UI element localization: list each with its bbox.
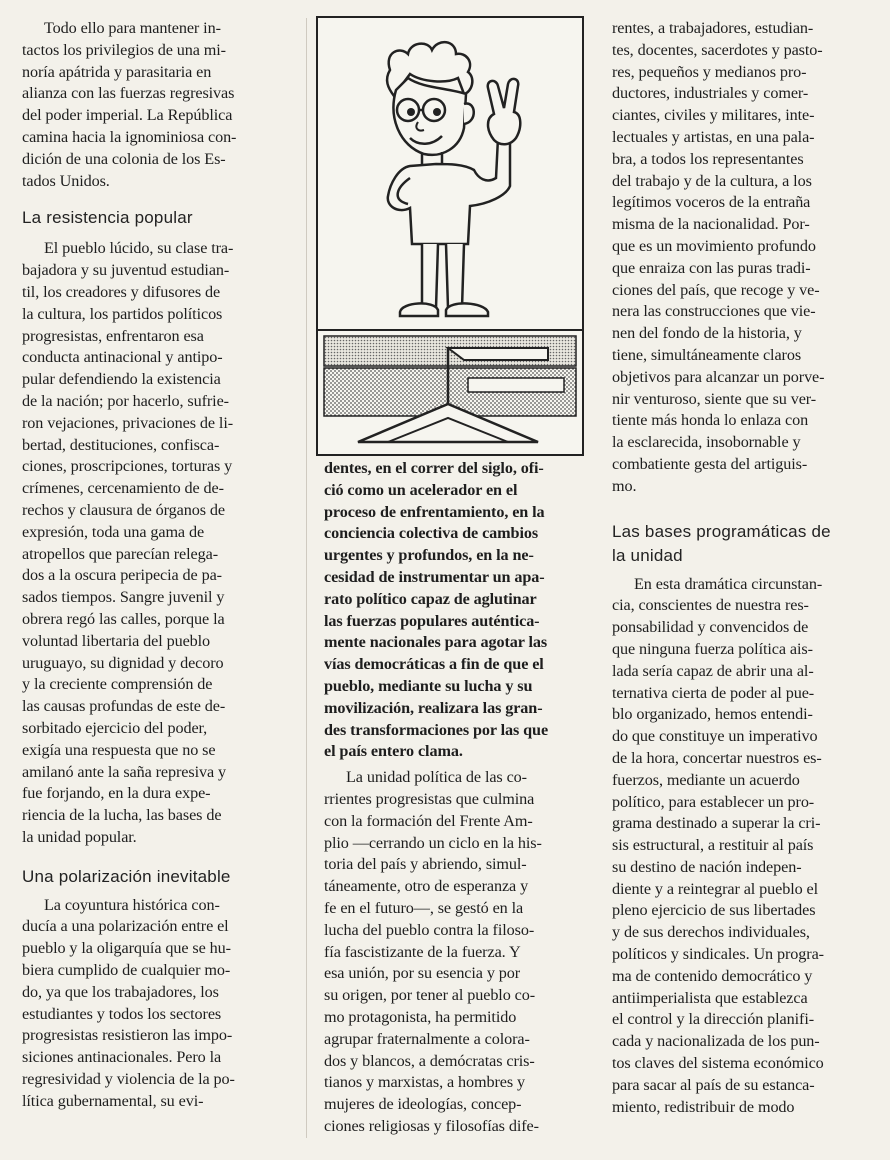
text-line: misma de la nacionalidad. Por- (612, 215, 810, 234)
text-line: de la hora, concertar nuestros es- (612, 748, 822, 767)
text-line: y de sus derechos individuales, (612, 923, 810, 942)
text-line: que ninguna fuerza política ais- (612, 639, 813, 658)
text-line: amilanó ante la saña represiva y (22, 762, 226, 781)
text-line: ma de contenido democrático y (612, 966, 813, 985)
text-line: pueblo y la oligarquía que se hu- (22, 939, 231, 958)
paragraph (22, 238, 288, 848)
text-line: nera las construcciones que vie- (612, 302, 816, 321)
text-line: nir venturoso, siente que su ver- (612, 389, 817, 408)
text-line: y la creciente comprensión de (22, 675, 213, 694)
cartoon-illustration (316, 16, 584, 456)
text-line: lítica gubernamental, su evi- (22, 1091, 204, 1110)
text-line: mujeres de ideologías, concep- (324, 1095, 522, 1114)
text-line: tiente más honda lo enlaza con (612, 411, 809, 430)
text-line: combatiente gesta del artiguis- (612, 454, 808, 473)
text-line: atropellos que parecían relega- (22, 544, 218, 563)
text-line: legítimos voceros de la entraña (612, 193, 811, 212)
text-line: tos claves del sistema económico (612, 1054, 824, 1073)
text-line: político, para establecer un pro- (612, 792, 815, 811)
text-line: las fuerzas populares auténtica- (324, 611, 540, 630)
text-line: El pueblo lúcido, su clase tra- (44, 239, 234, 258)
text-line: su origen, por tener al pueblo co- (324, 986, 536, 1005)
text-line: bajadora y su juventud estudian- (22, 261, 230, 280)
text-line: mente nacionales para agotar las (324, 633, 548, 652)
text-line: antiimperialista que establezca (612, 988, 808, 1007)
text-line: exigía una respuesta que no se (22, 740, 216, 759)
text-line: noría apátrida y parasitaria en (22, 62, 212, 81)
text-line: En esta dramática circunstan- (634, 574, 823, 593)
paragraph (22, 895, 288, 1113)
text-line: regresividad y violencia de la po- (22, 1070, 235, 1089)
paragraph (324, 458, 586, 763)
text-line: til, los creadores y difusores de (22, 282, 221, 301)
text-line: lectuales y artistas, en una pala- (612, 127, 815, 146)
text-line: biera cumplido de cualquier mo- (22, 961, 231, 980)
text-line: fuerzos, mediante un acuerdo (612, 770, 800, 789)
text-line: diente y a reintegrar al pueblo el (612, 879, 819, 898)
text-line: dos y blancos, a demócratas cris- (324, 1051, 535, 1070)
column-2 (324, 458, 586, 1138)
text-line: camina hacia la ignominiosa con- (22, 127, 237, 146)
text-line: res, pequeños y medianos pro- (612, 62, 807, 81)
text-line: dentes, en el correr del siglo, ofi- (324, 459, 544, 477)
text-line: ron vejaciones, privaciones de li- (22, 413, 234, 432)
paragraph (22, 18, 288, 192)
text-line: ciantes, civiles y militares, inte- (612, 106, 815, 125)
text-line: fe en el futuro—, se gestó en la (324, 898, 524, 917)
text-line: ciones, proscripciones, torturas y (22, 457, 233, 476)
column-divider (306, 18, 307, 1138)
text-line: nen del fondo de la historia, y (612, 324, 802, 343)
text-line: pueblo, mediante su lucha y su (324, 676, 533, 695)
text-line: fía fascistizante de la fuerza. Y (324, 942, 521, 961)
text-line: dición de una colonia de los Es- (22, 149, 226, 168)
text-line: miento, redistribuir de modo (612, 1097, 795, 1116)
text-line: rato político capaz de aglutinar (324, 589, 537, 608)
text-line: agrupar fraternalmente a colora- (324, 1029, 530, 1048)
text-line: del trabajo y de la cultura, a los (612, 171, 812, 190)
text-line: cesidad de instrumentar un apa- (324, 567, 545, 586)
text-line: ciones del país, que recoge y ve- (612, 280, 820, 299)
text-line: la cultura, los partidos políticos (22, 304, 223, 323)
text-line: pular defendiendo la existencia (22, 370, 221, 389)
text-line: tactos los privilegios de una mi- (22, 40, 226, 59)
text-line: con la formación del Frente Am- (324, 811, 533, 830)
column-3 (612, 18, 876, 1118)
text-line: progresistas resistieron las impo- (22, 1026, 233, 1045)
text-line: ponsabilidad y convencidos de (612, 618, 809, 637)
text-line: voluntad libertaria del pueblo (22, 631, 211, 650)
text-line: sados tiempos. Sangre juvenil y (22, 588, 225, 607)
paragraph (612, 18, 876, 498)
text-line: urgentes y profundos, en la ne- (324, 546, 534, 565)
text-line: ció como un acelerador en el (324, 480, 518, 499)
text-line: estudiantes y todos los sectores (22, 1004, 222, 1023)
text-line: La unidad política de las co- (346, 768, 527, 787)
cartoon-figure-victory-sign-icon (318, 18, 582, 454)
text-line: riencia de la lucha, las bases de (22, 806, 222, 825)
section-heading: La resistencia popular (22, 208, 193, 228)
text-line: del poder imperial. La República (22, 106, 233, 125)
text-line: tes, docentes, sacerdotes y pasto- (612, 40, 823, 59)
text-line: dos a la oscura peripecia de pa- (22, 566, 222, 585)
text-line: las causas profundas de este de- (22, 697, 226, 716)
text-line: rentes, a trabajadores, estudian- (612, 19, 814, 37)
text-line: crímenes, cercenamiento de de- (22, 479, 224, 498)
section-heading: Una polarización inevitable (22, 866, 231, 886)
text-line: movilización, realizara las gran- (324, 698, 543, 717)
text-line: des transformaciones por las que (324, 720, 549, 739)
text-line: políticos y sindicales. Un progra- (612, 945, 824, 964)
text-line: blo organizado, hemos entendi- (612, 705, 813, 724)
text-line: alianza con las fuerzas regresivas (22, 84, 235, 103)
section-heading-text: Las bases programáticas de la unidad (612, 521, 831, 565)
text-line: vías democráticas a fin de que el (324, 655, 544, 674)
text-line: el control y la dirección planifi- (612, 1010, 815, 1029)
column-1 (22, 18, 288, 1113)
text-line: ductores, industriales y comer- (612, 84, 809, 103)
text-line: toria del país y abriendo, simul- (324, 855, 527, 874)
text-line: La coyuntura histórica con- (44, 895, 220, 914)
text-line: ciones religiosas y filosofías dife- (324, 1116, 539, 1135)
text-line: cia, conscientes de nuestra res- (612, 596, 809, 615)
text-line: progresistas, enfrentaron esa (22, 326, 204, 345)
text-line: uruguayo, su dignidad y decoro (22, 653, 224, 672)
text-line: esa unión, por su esencia y por (324, 964, 521, 983)
text-line: que enraiza con las puras tradi- (612, 258, 811, 277)
text-line: sis estructural, a restituir al país (612, 836, 814, 855)
text-line: obrera regó las calles, porque la (22, 609, 225, 628)
text-line: do, ya que los trabajadores, los (22, 982, 219, 1001)
text-line: siciones antinacionales. Pero la (22, 1048, 222, 1067)
text-line: grama destinado a superar la cri- (612, 814, 821, 833)
text-line: proceso de enfrentamiento, en la (324, 502, 545, 521)
text-line: tiene, simultáneamente claros (612, 345, 802, 364)
text-line: do que constituye un imperativo (612, 727, 818, 746)
text-line: la unidad popular. (22, 827, 137, 846)
text-line: bra, a todos los representantes (612, 149, 804, 168)
paragraph (612, 574, 876, 1119)
text-line: tados Unidos. (22, 171, 110, 190)
text-line: para sacar al país de su estanca- (612, 1075, 815, 1094)
text-line: rechos y clausura de órganos de (22, 500, 225, 519)
text-line: sorbitado ejercicio del poder, (22, 718, 208, 737)
section-heading (612, 520, 842, 568)
text-line: que es un movimiento profundo (612, 236, 816, 255)
text-line: mo. (612, 476, 637, 495)
text-line: fue forjando, en la dura expe- (22, 784, 211, 803)
text-line: mo protagonista, ha permitido (324, 1007, 517, 1026)
text-line: el país entero clama. (324, 742, 463, 761)
text-line: expresión, toda una gama de (22, 522, 205, 541)
text-line: tianos y marxistas, a hombres y (324, 1073, 526, 1092)
text-line: lada sería capaz de abrir una al- (612, 661, 814, 680)
text-line: ducía a una polarización entre el (22, 917, 229, 936)
text-line: ternativa cierta de poder al pue- (612, 683, 815, 702)
text-line: objetivos para alcanzar un porve- (612, 367, 825, 386)
text-line: cada y nacionalizada de los pun- (612, 1032, 820, 1051)
text-line: de la nación; por hacerlo, sufrie- (22, 391, 229, 410)
paragraph (324, 767, 586, 1138)
text-line: conducta antinacional y antipo- (22, 348, 223, 367)
text-line: conciencia colectiva de cambios (324, 524, 539, 543)
text-line: táneamente, otro de esperanza y (324, 877, 529, 896)
text-line: pleno ejercicio de sus libertades (612, 901, 816, 920)
text-line: bertad, destituciones, confisca- (22, 435, 220, 454)
text-line: rrientes progresistas que culmina (324, 789, 535, 808)
text-line: la esclarecida, insobornable y (612, 433, 801, 452)
text-line: lucha del pueblo contra la filoso- (324, 920, 535, 939)
text-line: plio —cerrando un ciclo en la his- (324, 833, 542, 852)
text-line: Todo ello para mantener in- (44, 19, 221, 37)
text-line: su destino de nación indepen- (612, 857, 802, 876)
